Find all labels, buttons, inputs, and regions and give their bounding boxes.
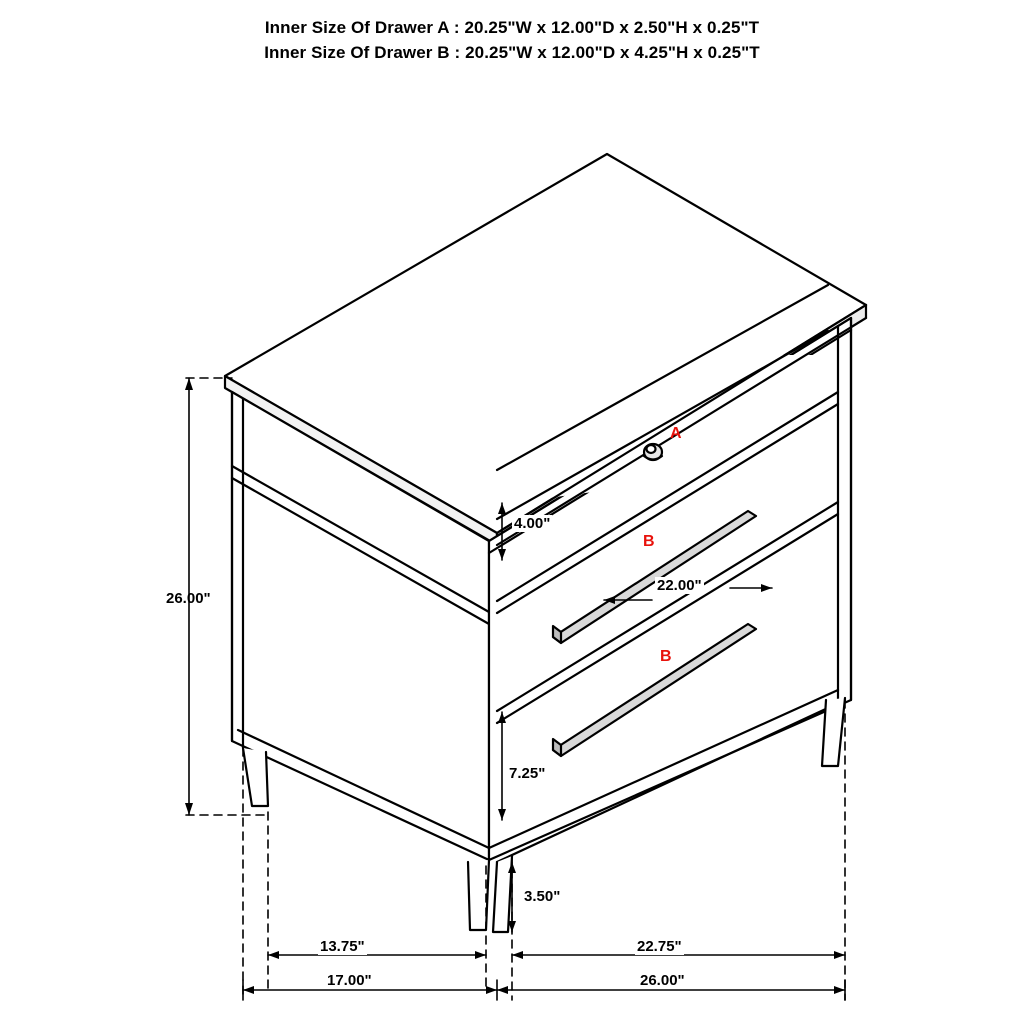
dim-leg-height: 3.50" bbox=[524, 888, 561, 905]
dim-front-width-inner: 22.75" bbox=[637, 938, 682, 955]
leg-front-left bbox=[243, 748, 268, 806]
dim-side-depth-inner: 13.75" bbox=[320, 938, 365, 955]
leg-front-center bbox=[468, 856, 512, 932]
drawer-label-b-lower: B bbox=[660, 648, 672, 665]
dim-overall-height: 26.00" bbox=[166, 590, 211, 607]
spec-header-line-a: Inner Size Of Drawer A : 20.25"W x 12.00"D x 2.50"H x 0.25"T bbox=[264, 18, 760, 37]
dim-overall-depth: 17.00" bbox=[327, 972, 372, 989]
spec-header-line-b: Inner Size Of Drawer B : 20.25"W x 12.00"D x 4.25"H x 0.25"T bbox=[264, 42, 760, 62]
dim-overall-width: 26.00" bbox=[640, 972, 685, 989]
dim-lower-drawer-height: 7.25" bbox=[509, 765, 546, 782]
dim-top-drawer-height: 4.00" bbox=[514, 515, 551, 532]
leg-right bbox=[822, 698, 845, 766]
drawer-label-b-upper: B bbox=[643, 533, 655, 550]
dim-drawer-front-width: 22.00" bbox=[657, 577, 702, 594]
drawer-label-a: A bbox=[670, 425, 682, 442]
drawer-a-knob bbox=[644, 444, 662, 460]
